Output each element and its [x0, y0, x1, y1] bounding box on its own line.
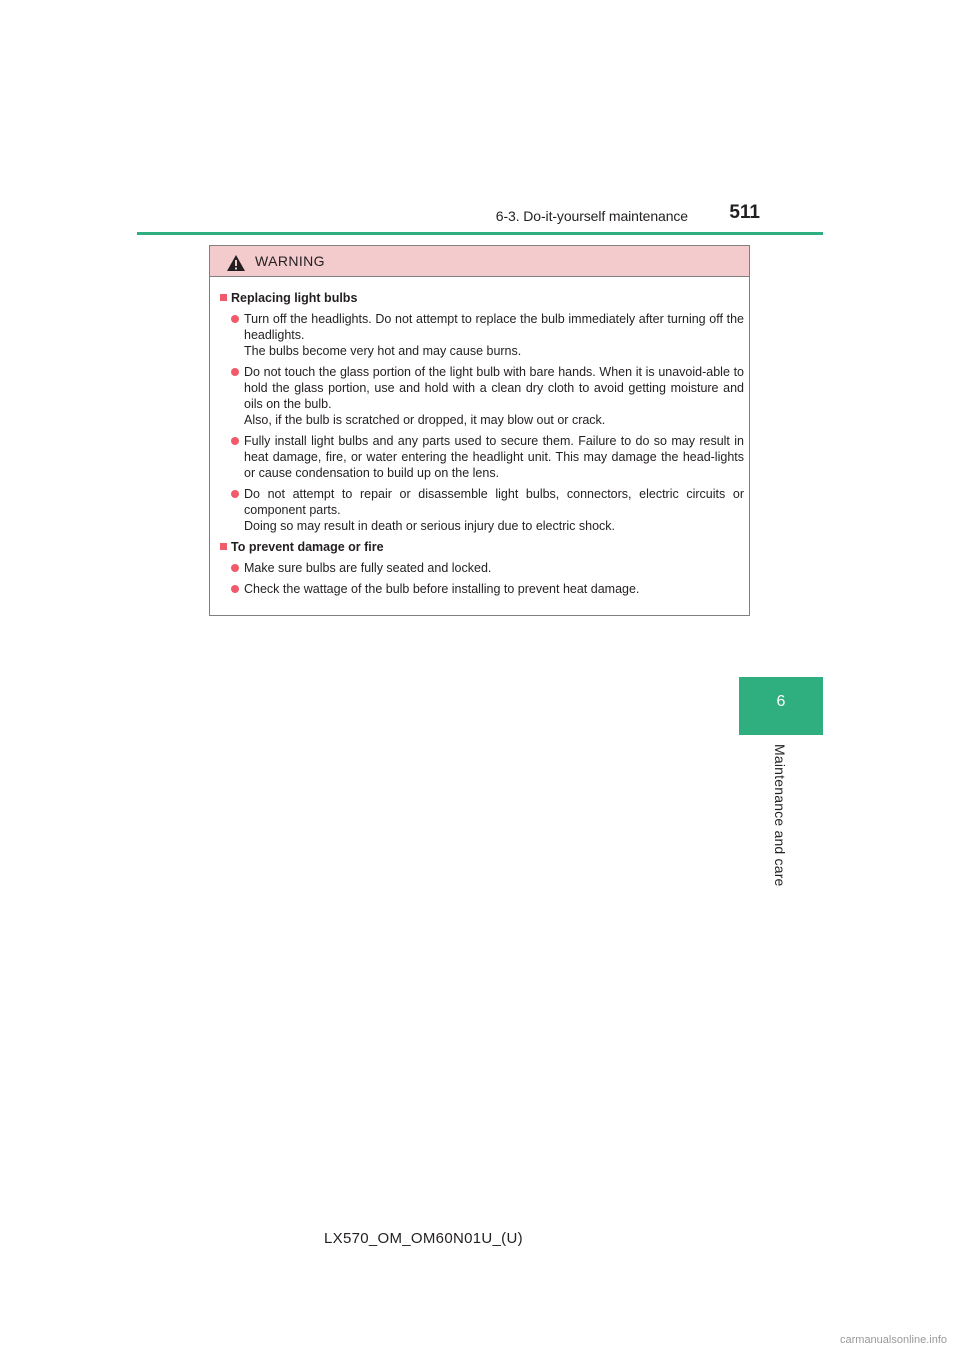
warning-section — [220, 290, 744, 534]
square-bullet-icon — [220, 294, 227, 301]
bullet-item — [231, 433, 744, 481]
section-heading — [220, 539, 744, 555]
bullet-paragraph: Also, if the bulb is scratched or dropped, it may blow out or crack. — [244, 413, 606, 427]
bullet-paragraph: Do not attempt to repair or disassemble light bulbs, connectors, electric circuits or component parts. — [244, 487, 744, 517]
bullet-paragraph: The bulbs become very hot and may cause burns. — [244, 344, 522, 358]
warning-section — [220, 539, 744, 597]
page-number: 511 — [729, 202, 760, 223]
section-heading-text: To prevent damage or fire — [231, 540, 384, 554]
bullet-paragraph: Check the wattage of the bulb before installing to prevent heat damage. — [244, 582, 640, 596]
bullet-item — [231, 486, 744, 534]
chapter-label: Maintenance and care — [772, 744, 788, 887]
bullet-item — [231, 364, 744, 428]
bullet-text — [244, 311, 744, 359]
bullet-item — [231, 311, 744, 359]
warning-title: WARNING — [255, 253, 325, 269]
bullet-text — [244, 433, 744, 481]
round-bullet-icon — [231, 585, 239, 593]
section-title: 6-3. Do-it-yourself maintenance — [495, 208, 688, 224]
chapter-tab — [739, 677, 823, 735]
warning-header — [210, 246, 749, 277]
bullet-paragraph: Do not touch the glass portion of the light bulb with bare hands. When it is unavoid-able to hold the glass portion, use and hold with a clean dry cloth to avoid getting moisture and oils on the bulb. — [244, 365, 744, 411]
round-bullet-icon — [231, 368, 239, 376]
bullet-text — [244, 560, 744, 576]
round-bullet-icon — [231, 315, 239, 323]
round-bullet-icon — [231, 437, 239, 445]
bullet-paragraph: Fully install light bulbs and any parts used to secure them. Failure to do so may result in heat damage, fire, or water entering the headlight unit. This may damage the head-lights or cause condensation to build up on the lens. — [244, 434, 744, 480]
square-bullet-icon — [220, 543, 227, 550]
bullet-paragraph: Turn off the headlights. Do not attempt to replace the bulb immediately after turning off the headlights. — [244, 312, 744, 342]
warning-triangle-icon — [226, 254, 246, 272]
manual-code: LX570_OM_OM60N01U_(U) — [324, 1230, 523, 1247]
bullet-text — [244, 486, 744, 534]
round-bullet-icon — [231, 564, 239, 572]
bullet-text — [244, 581, 744, 597]
round-bullet-icon — [231, 490, 239, 498]
bullet-item — [231, 560, 744, 576]
warning-box — [209, 245, 750, 616]
watermark: carmanualsonline.info — [840, 1334, 948, 1346]
chapter-number: 6 — [776, 693, 786, 710]
bullet-item — [231, 581, 744, 597]
section-heading — [220, 290, 744, 306]
bullet-text — [244, 364, 744, 428]
bullet-paragraph: Doing so may result in death or serious injury due to electric shock. — [244, 519, 616, 533]
warning-body — [220, 290, 744, 602]
bullet-paragraph: Make sure bulbs are fully seated and locked. — [244, 561, 492, 575]
section-heading-text: Replacing light bulbs — [231, 291, 358, 305]
header-rule — [137, 232, 823, 235]
